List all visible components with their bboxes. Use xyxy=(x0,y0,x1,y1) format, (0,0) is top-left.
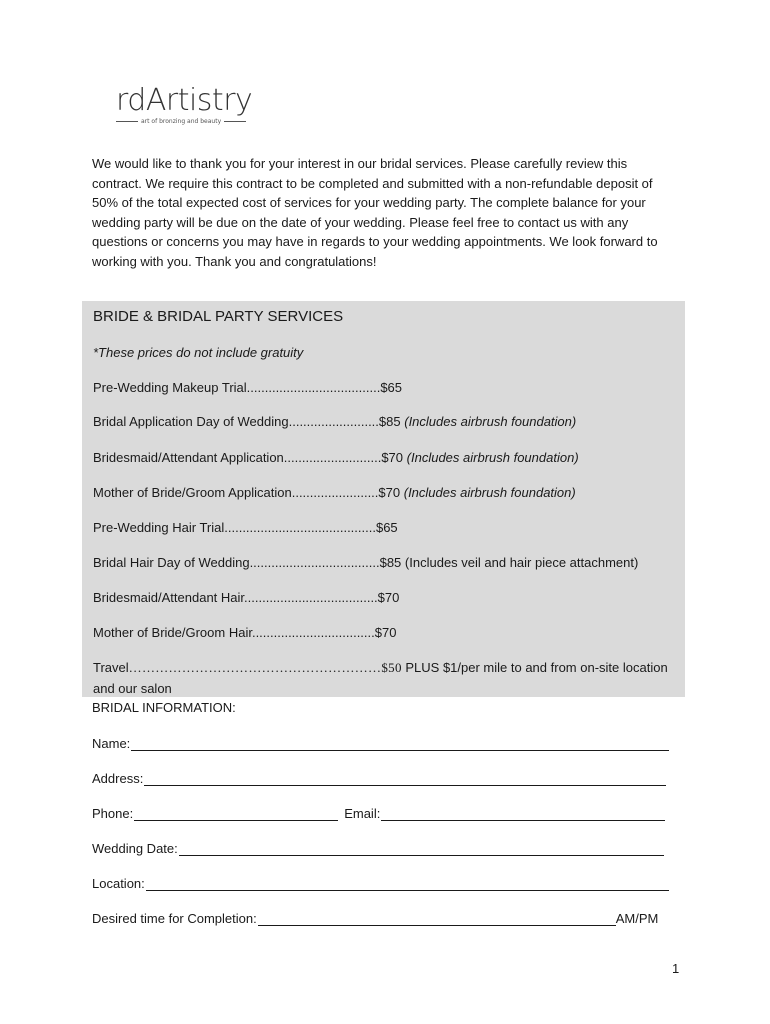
name-field[interactable] xyxy=(131,738,669,751)
service-item xyxy=(93,520,398,535)
address-label: Address: xyxy=(92,771,144,786)
logo-tagline-row xyxy=(116,116,246,126)
service-item-travel xyxy=(93,657,678,699)
service-price: $70 xyxy=(377,590,400,605)
email-field[interactable] xyxy=(381,808,665,821)
address-field-row xyxy=(92,771,666,786)
company-logo xyxy=(116,83,253,128)
service-name: Mother of Bride/Groom Application xyxy=(93,485,292,500)
service-leader: .......................................... xyxy=(224,520,376,535)
address-field[interactable] xyxy=(144,773,666,786)
service-name: Bridesmaid/Attendant Hair xyxy=(93,590,245,605)
service-leader: ......................... xyxy=(288,414,379,429)
service-note: (Includes airbrush foundation) xyxy=(403,485,576,500)
service-note: (Includes veil and hair piece attachment) xyxy=(404,555,639,570)
desired-time-field[interactable] xyxy=(258,913,616,926)
service-item xyxy=(93,590,399,605)
service-price: $65 xyxy=(375,520,398,535)
service-item xyxy=(93,555,638,570)
service-price: $85 xyxy=(379,555,402,570)
wedding-date-label: Wedding Date: xyxy=(92,841,178,856)
service-price: $50 xyxy=(381,660,402,675)
service-leader: ........................ xyxy=(291,485,379,500)
service-price: $70 xyxy=(374,625,397,640)
desired-time-field-row xyxy=(92,911,658,926)
location-field[interactable] xyxy=(146,878,669,891)
service-price: $65 xyxy=(380,380,403,395)
service-leader: ..................................... xyxy=(244,590,378,605)
service-price: $85 xyxy=(378,414,401,429)
service-name: Pre-Wedding Makeup Trial xyxy=(93,380,247,395)
service-name: Mother of Bride/Groom Hair xyxy=(93,625,252,640)
logo-tagline: art of bronzing and beauty xyxy=(141,117,222,125)
service-item xyxy=(93,625,396,640)
location-field-row xyxy=(92,876,669,891)
service-item xyxy=(93,380,402,395)
service-leader: ..................................... xyxy=(246,380,381,395)
bridal-info-title: BRIDAL INFORMATION: xyxy=(92,700,236,715)
service-name: Travel xyxy=(93,660,129,675)
service-item xyxy=(93,414,576,429)
service-note: (Includes airbrush foundation) xyxy=(406,450,579,465)
email-label: Email: xyxy=(344,806,381,821)
logo-rule-right xyxy=(224,121,246,122)
service-leader: ………………………………………………… xyxy=(128,660,382,675)
services-section xyxy=(82,301,685,697)
intro-paragraph: We would like to thank you for your interest in our bridal services. Please carefully review this contract. We require this contract to be completed and submitted with a non-refundable deposit of 50% of the total expected cost of services for your wedding party. The complete balance for your wedding party will be due on the date of your wedding. Please feel free to contact us with any questions or concerns you may have in regards to your wedding appointments. We look forward to working with you. Thank you and congratulations! xyxy=(92,156,658,269)
service-name: Bridesmaid/Attendant Application xyxy=(93,450,284,465)
phone-email-row xyxy=(92,806,665,821)
logo-rule-left xyxy=(116,121,138,122)
services-title: BRIDE & BRIDAL PARTY SERVICES xyxy=(93,308,344,325)
service-leader: .................................... xyxy=(249,555,380,570)
service-leader: .................................. xyxy=(251,625,375,640)
phone-label: Phone: xyxy=(92,806,134,821)
phone-field[interactable] xyxy=(134,808,338,821)
gratuity-note: *These prices do not include gratuity xyxy=(93,345,304,360)
service-note: (Includes airbrush foundation) xyxy=(404,414,577,429)
service-item xyxy=(93,450,579,465)
location-label: Location: xyxy=(92,876,145,891)
service-name: Pre-Wedding Hair Trial xyxy=(93,520,225,535)
service-price: $70 xyxy=(378,485,401,500)
logo-name: rdArtistry xyxy=(116,83,253,118)
service-name: Bridal Application Day of Wedding xyxy=(93,414,289,429)
name-field-row xyxy=(92,736,669,751)
service-note: PLUS $1/per mile to and from on-site location and our salon xyxy=(93,660,668,696)
name-label: Name: xyxy=(92,736,131,751)
service-item xyxy=(93,485,576,500)
wedding-date-field[interactable] xyxy=(179,843,664,856)
wedding-date-field-row xyxy=(92,841,664,856)
service-price: $70 xyxy=(381,450,404,465)
service-leader: ........................... xyxy=(283,450,382,465)
desired-time-label: Desired time for Completion: xyxy=(92,911,257,926)
page-number: 1 xyxy=(672,961,680,976)
service-name: Bridal Hair Day of Wedding xyxy=(93,555,250,570)
ampm-label: AM/PM xyxy=(615,911,659,926)
